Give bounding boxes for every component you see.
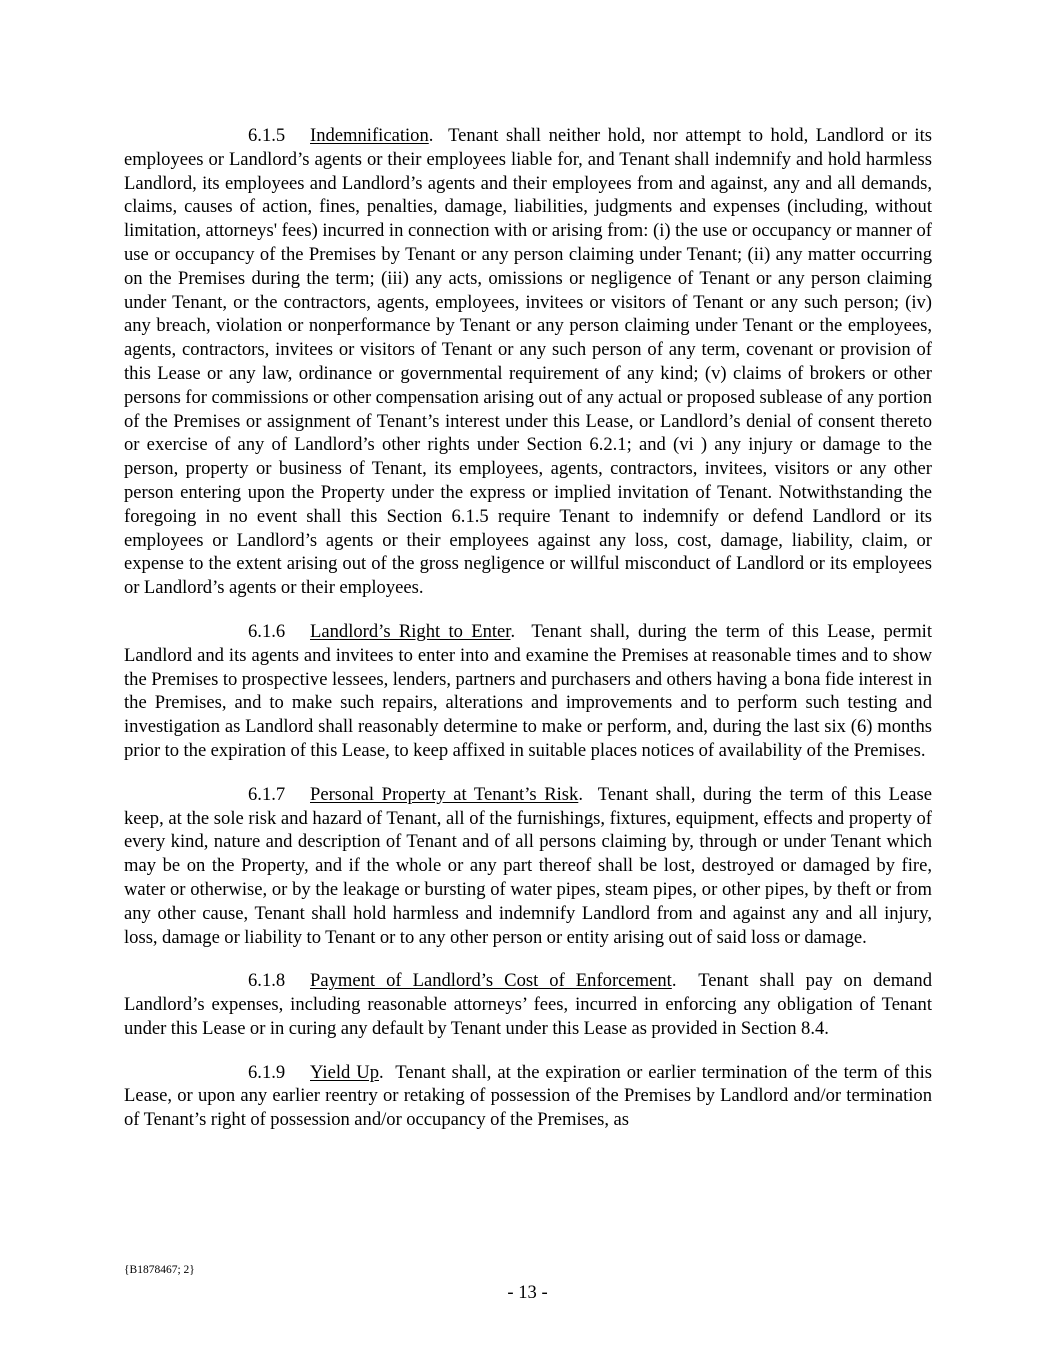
section-6-1-8: 6.1.8 Payment of Landlord’s Cost of Enforcement. Tenant shall pay on demand Landlord’s expenses, including reasonable attorneys’ fees, incurred in enforcing any obligation of Tenant under this Lease or in curing any default by Tenant under this Lease as provided in Section 8.4. bbox=[124, 970, 933, 1039]
section-heading: Yield Up bbox=[310, 1061, 379, 1083]
page-number: - 13 - bbox=[507, 1282, 548, 1303]
section-text: Tenant shall neither hold, nor attempt to hold, Landlord or its employees or Landlord’s agents or their employees liable for, and Tenant shall indemnify and hold harmless Landlord, its employees and Landlord’s agents and their employees from and against, any and all demands, claims, causes of action, fines, penalties, damage, liabilities, judgments and expenses (including, without limitation, attorneys' fees) incurred in connection with or arising from: (i) the use or occupancy or manner of use or occupancy of the Premises by Tenant or any person claiming under Tenant; (ii) any matter occurring on the Premises during the term; (iii) any acts, omissions or negligence of Tenant or any person claiming under Tenant, or the contractors, agents, employees, invitees or visitors of Tenant or any such person; (iv) any breach, violation or nonperformance by Tenant or any person claiming under Tenant or the employees, agents, contractors, invitees or visitors of Tenant or any such person of any term, covenant or provision of this Lease or any law, ordinance or governmental requirement of any kind; (v) claims of brokers or other persons for commissions or other compensation arising out of any actual or proposed sublease of any portion of the Premises or assignment of Tenant’s interest under this Lease, or Landlord’s denial of consent thereto or exercise of any of Landlord’s other rights under Section 6.2.1; and (vi ) any injury or damage to the person, property or business of Tenant, its employees, agents, contractors, invitees, visitors or any other person entering upon the Property under the express or implied invitation of Tenant. Notwithstanding the foregoing in no event shall this Section 6.1.5 require Tenant to indemnify or defend Landlord or its employees or Landlord’s agents or their employees against any loss, cost, damage, liability, claim, or expense to the extent arising out of the gross negligence or willful misconduct of Landlord or its employees or Landlord’s agents or their employees. bbox=[124, 125, 932, 599]
section-6-1-9: 6.1.9 Yield Up. Tenant shall, at the expiration or earlier termination of the term of this Lease, or upon any earlier reentry or retaking of possession of the Premises by Landlord and/or termination of Tenant’s right of possession and/or occupancy of the Premises, as bbox=[124, 1061, 932, 1131]
section-number: 6.1.6 bbox=[248, 620, 286, 642]
section-number: 6.1.7 bbox=[248, 783, 286, 805]
document-id: {B1878467; 2} bbox=[124, 1264, 195, 1276]
section-number: 6.1.5 bbox=[248, 125, 286, 146]
document-body bbox=[124, 124, 932, 1152]
section-text: Tenant shall, at the expiration or earlier termination of the term of this Lease, or upon any earlier reentry or retaking of possession of the Premises by Landlord and/or termination of Tenant’s right of possession and/or occupancy of the Premises, as bbox=[124, 1061, 932, 1131]
section-number: 6.1.9 bbox=[248, 1061, 286, 1083]
section-number: 6.1.8 bbox=[248, 970, 286, 992]
section-heading: Landlord’s Right to Enter bbox=[310, 620, 511, 642]
section-6-1-6: 6.1.6 Landlord’s Right to Enter. Tenant shall, during the term of this Lease, permit Landlord and its agents and invitees to enter into and examine the Premises at reasonable times and to show the Premises to prospective lessees, lenders, partners and purchasers and others having a bona fide interest in the Premises, and to make such repairs, alterations and improvements and to perform such testing and investigation as Landlord shall reasonably determine to make or perform, and, during the last six (6) months prior to the expiration of this Lease, to keep affixed in suitable places notices of availability of the Premises. bbox=[124, 620, 933, 761]
section-heading: Indemnification bbox=[310, 125, 429, 146]
section-text: Tenant shall pay on demand Landlord’s expenses, including reasonable attorneys’ fees, incurred in enforcing any obligation of Tenant under this Lease or in curing any default by Tenant under this Lease as provided in Section 8.4. bbox=[124, 970, 933, 1039]
section-text: Tenant shall, during the term of this Lease keep, at the sole risk and hazard of Tenant, all of the furnishings, fixtures, equipment, effects and property of every kind, nature and description of Tenant and of all persons claiming by, through or under Tenant which may be on the Property, and if the whole or any part thereof shall be lost, destroyed or damaged by fire, water or otherwise, or by the leakage or bursting of water pipes, steam pipes, or other pipes, by theft or from any other cause, Tenant shall hold harmless and indemnify Landlord from and against any and all injury, loss, damage or liability to Tenant or to any other person or entity arising out of said loss or damage. bbox=[124, 783, 932, 948]
section-6-1-5: 6.1.5 Indemnification. Tenant shall neither hold, nor attempt to hold, Landlord or its employees or Landlord’s agents or their employees liable for, and Tenant shall indemnify and hold harmless Landlord, its employees and Landlord’s agents and their employees from and against, any and all demands, claims, causes of action, fines, penalties, damage, liabilities, judgments and expenses (including, without limitation, attorneys' fees) incurred in connection with or arising from: (i) the use or occupancy or manner of use or occupancy of the Premises by Tenant or any person claiming under Tenant; (ii) any matter occurring on the Premises during the term; (iii) any acts, omissions or negligence of Tenant or any person claiming under Tenant, or the contractors, agents, employees, invitees or visitors of Tenant or any such person; (iv) any breach, violation or nonperformance by Tenant or any person claiming under Tenant or the employees, agents, contractors, invitees or visitors of Tenant or any such person of any term, covenant or provision of this Lease or any law, ordinance or governmental requirement of any kind; (v) claims of brokers or other persons for commissions or other compensation arising out of any actual or proposed sublease of any portion of the Premises or assignment of Tenant’s interest under this Lease, or Landlord’s denial of consent thereto or exercise of any of Landlord’s other rights under Section 6.2.1; and (vi ) any injury or damage to the person, property or business of Tenant, its employees, agents, contractors, invitees, visitors or any other person entering upon the Property under the express or implied invitation of Tenant. Notwithstanding the foregoing in no event shall this Section 6.1.5 require Tenant to indemnify or defend Landlord or its employees or Landlord’s agents or their employees against any loss, cost, damage, liability, claim, or expense to the extent arising out of the gross negligence or willful misconduct of Landlord or its employees or Landlord’s agents or their employees. bbox=[124, 125, 932, 599]
section-heading: Personal Property at Tenant’s Risk bbox=[310, 783, 579, 805]
section-6-1-7: 6.1.7 Personal Property at Tenant’s Risk. Tenant shall, during the term of this Lease keep, at the sole risk and hazard of Tenant, all of the furnishings, fixtures, equipment, effects and property of every kind, nature and description of Tenant and of all persons claiming by, through or under Tenant which may be on the Property, and if the whole or any part thereof shall be lost, destroyed or damaged by fire, water or otherwise, or by the leakage or bursting of water pipes, steam pipes, or other pipes, by theft or from any other cause, Tenant shall hold harmless and indemnify Landlord from and against any and all injury, loss, damage or liability to Tenant or to any other person or entity arising out of said loss or damage. bbox=[124, 783, 932, 948]
section-text: Tenant shall, during the term of this Lease, permit Landlord and its agents and invitees to enter into and examine the Premises at reasonable times and to show the Premises to prospective lessees, lenders, partners and purchasers and others having a bona fide interest in the Premises, and to make such repairs, alterations and improvements and to perform such testing and investigation as Landlord shall reasonably determine to make or perform, and, during the last six (6) months prior to the expiration of this Lease, to keep affixed in suitable places notices of availability of the Premises. bbox=[124, 620, 933, 761]
section-heading: Payment of Landlord’s Cost of Enforcement bbox=[310, 970, 672, 992]
